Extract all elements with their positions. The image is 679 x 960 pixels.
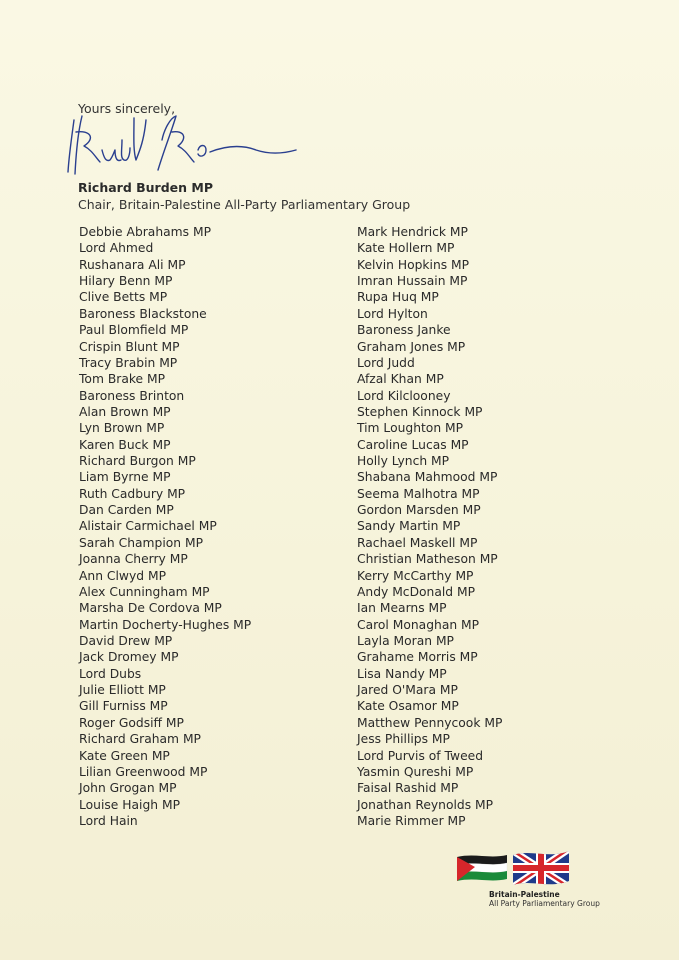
signatory-name-item: Rachael Maskell MP [357,535,478,550]
signatory-name-item: Kate Osamor MP [357,699,459,714]
signatory-name: Richard Burden MP [78,180,213,195]
signatory-name-item: Martin Docherty-Hughes MP [79,617,252,632]
signatory-name-item: Debbie Abrahams MP [79,225,211,239]
signatory-name-item: Tracy Brabin MP [79,355,178,370]
signatory-name-item: Roger Godsiff MP [79,715,184,730]
signatory-name-item: Lord Kilclooney [357,388,451,403]
signatory-name-item: Richard Graham MP [79,732,201,747]
signatory-name-item: Sandy Martin MP [357,519,461,534]
signatory-name-item: Imran Hussain MP [357,274,468,289]
signatory-name-item: Kate Hollern MP [357,241,455,256]
signatory-name-item: Louise Haigh MP [79,797,180,812]
signatory-name-item: Gordon Marsden MP [357,503,481,518]
signatory-name-item: Grahame Morris MP [357,650,478,665]
signatory-name-item: Shabana Mahmood MP [357,470,498,485]
signatory-name-item: Karen Buck MP [79,437,171,452]
signatory-name-item: Andy McDonald MP [357,584,476,599]
signatory-name-item: John Grogan MP [79,781,177,796]
signatory-title: Chair, Britain-Palestine All-Party Parliamentary Group [78,197,411,212]
signatory-name-item: Baroness Janke [357,323,451,338]
signatory-name-item: Lord Purvis of Tweed [357,748,484,763]
signatory-name-item: Matthew Pennycook MP [357,715,503,730]
signatory-name-item: Christian Matheson MP [357,552,498,567]
signatory-name-item: Lyn Brown MP [79,421,165,436]
signatory-name-item: Julie Elliott MP [79,683,166,698]
signatory-name-item: Lord Ahmed [79,241,154,256]
signatory-name-item: Holly Lynch MP [357,454,450,469]
closing-line: Yours sincerely, [78,101,176,116]
signatory-name-item: Rupa Huq MP [357,290,439,305]
signatory-name-item: Ian Mearns MP [357,601,447,616]
signatory-name-item: Carol Monaghan MP [357,617,480,632]
signatory-name-item: Baroness Brinton [79,388,185,403]
signatory-name-item: Faisal Rashid MP [357,781,459,796]
signatory-name-item: Kate Green MP [79,748,170,763]
signatory-name-item: Stephen Kinnock MP [357,404,483,419]
signatories-right-column [357,224,502,829]
signatory-name-item: Alan Brown MP [79,404,171,419]
signatory-name-item: David Drew MP [79,633,173,648]
signatory-name-item: Yasmin Qureshi MP [357,764,474,779]
signatory-name-item: Marsha De Cordova MP [79,601,222,616]
signatory-name-item: Sarah Champion MP [79,535,204,550]
signatory-name-item: Afzal Khan MP [357,372,444,387]
signatory-name-item: Alex Cunningham MP [79,584,210,599]
signatory-name-item: Kerry McCarthy MP [357,568,474,583]
signatory-name-item: Jack Dromey MP [79,650,179,665]
signatory-name-item: Lord Hylton [357,306,428,321]
signatory-name-item: Lord Judd [357,355,415,370]
logo-name: Britain-Palestine [489,890,560,899]
signatory-name-item: Joanna Cherry MP [79,552,188,567]
signatory-name-item: Jared O'Mara MP [357,683,458,698]
handwritten-signature [60,110,300,185]
signatory-name-item: Ann Clwyd MP [79,568,166,583]
signatory-name-item: Paul Blomfield MP [79,323,189,338]
signatory-name-item: Crispin Blunt MP [79,339,180,354]
signatory-name-item: Tom Brake MP [79,372,166,387]
signatory-name-item: Graham Jones MP [357,339,466,354]
signatory-name-item: Jonathan Reynolds MP [357,797,494,812]
signatories-left-column [79,224,251,829]
signatory-name-item: Jess Phillips MP [357,732,450,747]
signatory-name-item: Lilian Greenwood MP [79,764,208,779]
signatory-name-item: Lord Hain [79,813,138,828]
signatory-name-item: Rushanara Ali MP [79,257,186,272]
signatory-name-item: Hilary Benn MP [79,274,173,289]
signatory-name-item: Mark Hendrick MP [357,225,468,239]
signatory-name-item: Gill Furniss MP [79,699,168,714]
signatory-name-item: Caroline Lucas MP [357,437,469,452]
signatory-name-item: Richard Burgon MP [79,454,196,469]
signatory-name-item: Ruth Cadbury MP [79,486,186,501]
signatory-name-item: Lisa Nandy MP [357,666,447,681]
signatory-name-item: Kelvin Hopkins MP [357,257,470,272]
logo-subtitle: All Party Parliamentary Group [489,899,600,908]
signatory-name-item: Tim Loughton MP [357,421,464,436]
signatory-name-item: Baroness Blackstone [79,306,207,321]
signatory-name-item: Seema Malhotra MP [357,486,480,501]
signatory-name-item: Lord Dubs [79,666,142,681]
signatory-name-item: Layla Moran MP [357,633,454,648]
signatory-name-item: Dan Carden MP [79,503,174,518]
signatory-name-item: Marie Rimmer MP [357,813,466,828]
signatory-name-item: Liam Byrne MP [79,470,171,485]
signatory-name-item: Alistair Carmichael MP [79,519,217,534]
signatory-name-item: Clive Betts MP [79,290,168,305]
